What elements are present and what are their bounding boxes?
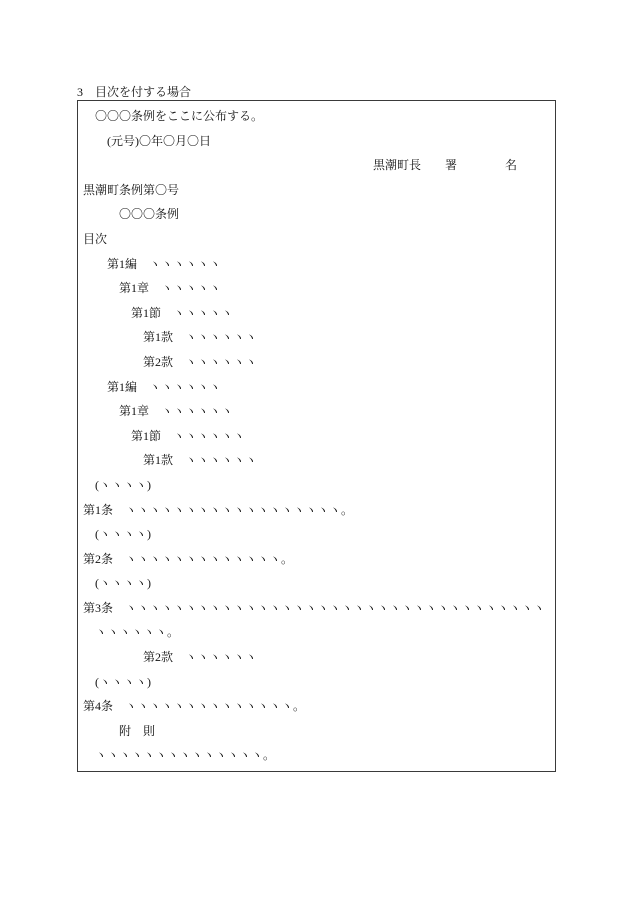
signature-placeholder: 署 名 bbox=[445, 158, 518, 173]
template-frame bbox=[77, 100, 556, 772]
toc-entry-title: ヽヽヽヽヽヽ bbox=[185, 330, 258, 345]
toc-entry-label: 第1款 bbox=[143, 453, 174, 468]
article-caption: (ヽヽヽヽ) bbox=[95, 576, 151, 591]
article-text: ヽヽヽヽヽヽヽヽヽヽヽヽヽヽヽヽヽヽヽヽヽヽヽヽヽヽヽヽヽヽヽヽヽヽヽ bbox=[125, 600, 546, 615]
toc-entry-title: ヽヽヽヽヽヽ bbox=[185, 453, 258, 468]
article bbox=[83, 596, 555, 621]
toc-entry-label: 第1款 bbox=[143, 330, 174, 345]
toc-entry-subsection bbox=[83, 350, 555, 375]
article-caption: (ヽヽヽヽ) bbox=[95, 477, 151, 492]
toc-entry-label: 第1編 bbox=[107, 256, 138, 271]
article-text: ヽヽヽヽヽヽヽヽヽヽヽヽヽヽ。 bbox=[125, 699, 306, 714]
toc-heading: 目次 bbox=[83, 231, 108, 246]
toc-entry-label: 第1節 bbox=[131, 305, 162, 320]
toc-entry-title: ヽヽヽヽヽ bbox=[173, 305, 234, 320]
article-text: ヽヽヽヽヽヽヽヽヽヽヽヽヽ。 bbox=[125, 551, 294, 566]
supplementary-heading: 附 則 bbox=[119, 723, 156, 738]
toc-entry-title: ヽヽヽヽヽヽ bbox=[185, 354, 258, 369]
promulgation-statement: 〇〇〇条例をここに公布する。 bbox=[95, 109, 264, 123]
toc-entry-chapter bbox=[83, 276, 555, 301]
article bbox=[83, 498, 555, 523]
toc-entry-subsection bbox=[83, 325, 555, 350]
section-heading: 3 目次を付する場合 bbox=[77, 85, 192, 99]
mayor-title: 黒潮町長 bbox=[373, 158, 422, 173]
toc-entry-title: ヽヽヽヽヽ bbox=[161, 281, 222, 296]
subsection-heading bbox=[83, 645, 555, 670]
article-text: ヽヽヽヽヽヽヽヽヽヽヽヽヽヽヽヽヽヽ。 bbox=[125, 502, 354, 517]
signature-line bbox=[83, 153, 555, 178]
toc-entry-label: 第1節 bbox=[131, 428, 162, 443]
subsection-title: ヽヽヽヽヽヽ bbox=[185, 650, 258, 665]
toc-entry-subsection bbox=[83, 448, 555, 473]
article-number: 第1条 bbox=[83, 502, 114, 517]
promulgation-date: (元号)〇年〇月〇日 bbox=[107, 133, 211, 148]
toc-entry-section bbox=[83, 424, 555, 449]
ordinance-number: 黒潮町条例第〇号 bbox=[83, 182, 180, 197]
toc-entry-title: ヽヽヽヽヽヽ bbox=[161, 404, 234, 419]
toc-entry-label: 第1章 bbox=[119, 281, 150, 296]
supplementary-text: ヽヽヽヽヽヽヽヽヽヽヽヽヽヽ。 bbox=[95, 748, 276, 763]
toc-entry-label: 第1編 bbox=[107, 379, 138, 394]
toc-entry-part bbox=[83, 252, 555, 277]
article-caption: (ヽヽヽヽ) bbox=[95, 674, 151, 689]
article-text-continued: ヽヽヽヽヽヽ。 bbox=[95, 625, 180, 640]
toc-entry-section bbox=[83, 301, 555, 326]
ordinance-title: 〇〇〇条例 bbox=[119, 207, 180, 222]
toc-entry-chapter bbox=[83, 399, 555, 424]
toc-entry-label: 第2款 bbox=[143, 354, 174, 369]
toc-entry-part bbox=[83, 375, 555, 400]
article bbox=[83, 547, 555, 572]
article-caption: (ヽヽヽヽ) bbox=[95, 527, 151, 542]
toc-entry-title: ヽヽヽヽヽヽ bbox=[173, 428, 246, 443]
article-number: 第2条 bbox=[83, 551, 114, 566]
article-number: 第3条 bbox=[83, 600, 114, 615]
article-number: 第4条 bbox=[83, 699, 114, 714]
toc-entry-label: 第1章 bbox=[119, 404, 150, 419]
toc-entry-title: ヽヽヽヽヽヽ bbox=[149, 379, 222, 394]
article bbox=[83, 694, 555, 719]
toc-entry-title: ヽヽヽヽヽヽ bbox=[149, 256, 222, 271]
subsection-label: 第2款 bbox=[143, 650, 174, 665]
